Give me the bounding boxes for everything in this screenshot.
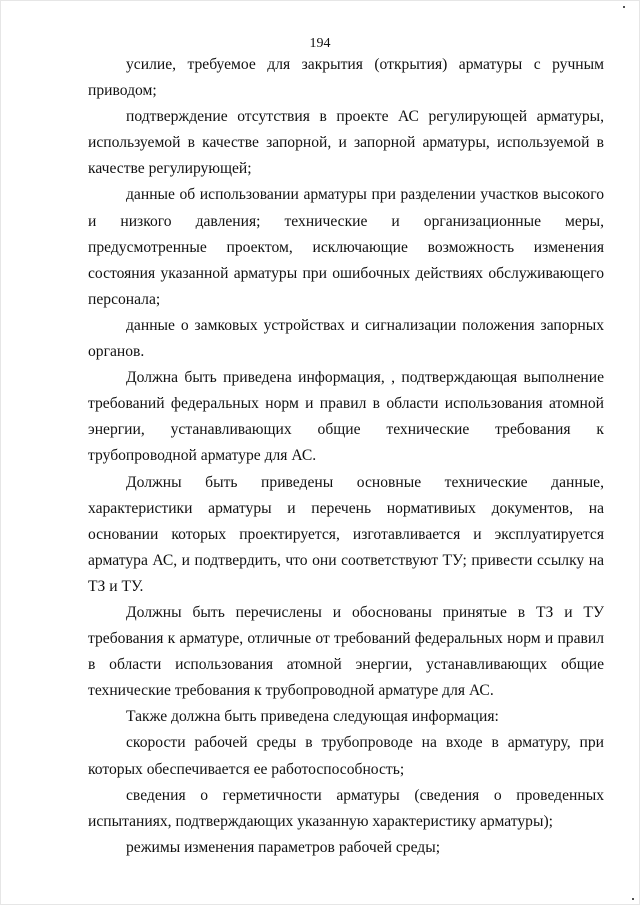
paragraph: режимы изменения параметров рабочей среды;: [126, 838, 441, 856]
paragraph: подтверждение отсутствия в проекте АС регулирующей арматуры, используемой в качестве запорной, и запорной арматуры, используемой в качестве регулирующей;: [88, 108, 604, 178]
paragraph: усилие, требуемое для закрытия (открытия) арматуры с ручным приводом;: [88, 56, 604, 100]
paragraph: сведения о герметичности арматуры (сведения о проведенных испытаниях, подтверждающих указанную характеристику арматуры);: [88, 786, 604, 830]
paragraph: Должны быть перечислены и обоснованы принятые в ТЗ и ТУ требования к арматуре, отличные от требований федеральных норм и правил в области использования атомной энергии, устанавливающих общие технические требования к трубопроводной арматуре для АС.: [88, 603, 604, 700]
paragraph: скорости рабочей среды в трубопроводе на входе в арматуру, при которых обеспечивается ее работоспособность;: [88, 734, 604, 778]
paragraph: Также должна быть приведена следующая информация:: [126, 708, 499, 726]
paragraph: данные об использовании арматуры при разделении участков высокого и низкого давления; технические и организационные меры, предусмотренные проектом, исключающие возможность изменения состояния указанной арматуры при ошибочных действиях обслуживающего персонала;: [88, 186, 604, 308]
paragraph: данные о замковых устройствах и сигнализации положения запорных органов.: [88, 316, 604, 361]
document-body: [88, 52, 604, 861]
scan-speck: [632, 898, 634, 900]
page-number: 194: [309, 36, 331, 51]
scan-speck: [623, 6, 625, 8]
paragraph: Должна быть приведена информация, , подтверждающая выполнение требований федеральных норм и правил в области использования атомной энергии, устанавливающих общие технические требования к трубопроводной арматуре для АС.: [88, 369, 604, 465]
paragraph: Должны быть приведены основные технические данные, характеристики арматуры и перечень нормативиых документов, на основании которых проектируется, изготавливается и эксплуатируется арматура АС, и подтвердить, что они соответствуют ТУ; привести ссылку на ТЗ и ТУ.: [88, 473, 604, 595]
